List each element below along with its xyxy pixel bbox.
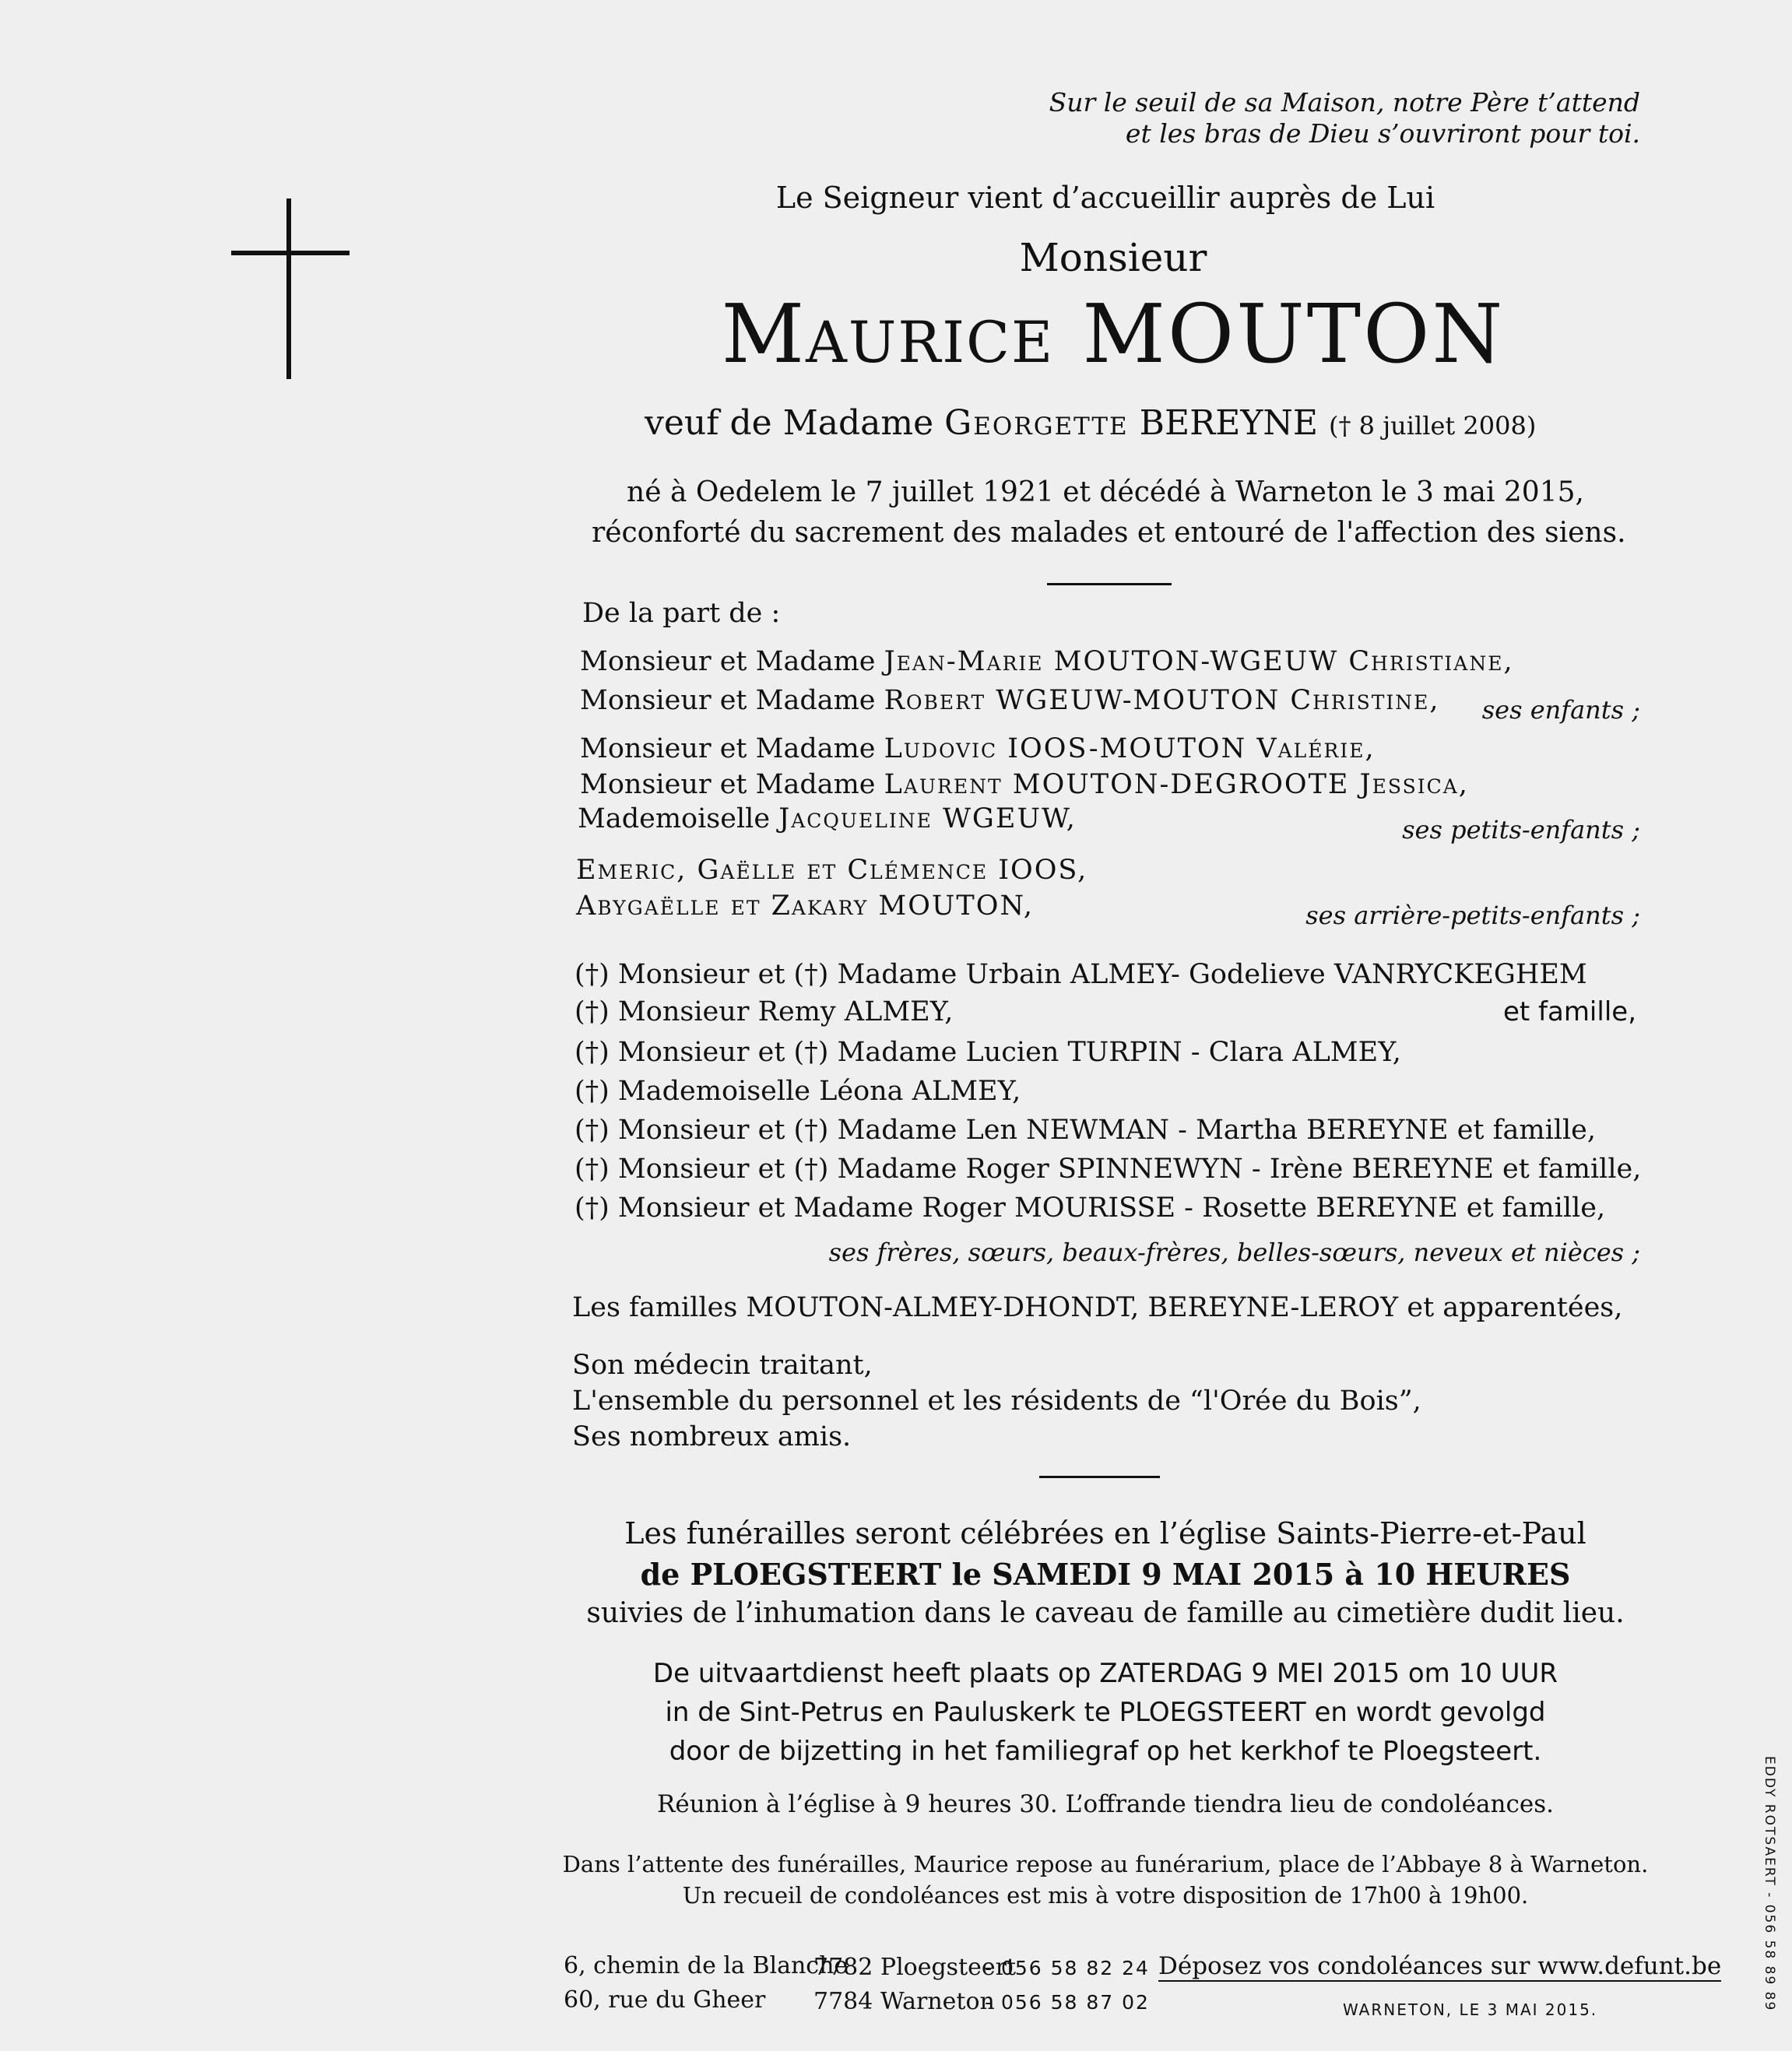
sibling-entry: (†) Monsieur et (†) Madame Lucien TURPIN - Clara ALMEY, xyxy=(574,1037,1401,1068)
intro-text: Le Seigneur vient d’accueillir auprès de Lui xyxy=(775,181,1435,215)
widower-first-name: Georgette xyxy=(944,403,1129,443)
children-label: ses enfants ; xyxy=(1481,695,1640,725)
funerarium-line-1: Dans l’attente des funérailles, Maurice repose au funérarium, place de l’Abbaye 8 à Warneton. xyxy=(562,1851,1649,1877)
motto-line-1: Sur le seuil de sa Maison, notre Père t’attend xyxy=(1049,87,1640,118)
grandchild-entry: Mademoiselle Jacqueline WGEUW, xyxy=(578,803,1077,834)
extended-family: Les familles MOUTON-ALMEY-DHONDT, BEREYNE-LEROY et apparentées, xyxy=(572,1292,1623,1323)
staff-line: L'ensemble du personnel et les résidents de “l'Orée du Bois”, xyxy=(572,1385,1421,1417)
friends-line: Ses nombreux amis. xyxy=(572,1421,852,1452)
address-street: 6, chemin de la Blanche xyxy=(564,1952,849,1979)
siblings-and-family: et famille, xyxy=(1502,996,1636,1027)
grandchildren-label: ses petits-enfants ; xyxy=(1402,815,1640,845)
sibling-entry: (†) Monsieur et (†) Madame Roger SPINNEWYN - Irène BEREYNE et famille, xyxy=(574,1154,1642,1185)
salutation: Monsieur xyxy=(1019,235,1207,280)
address-city: 7782 Ploegsteert xyxy=(813,1954,1017,1981)
great-grandchild-entry: Emeric, Gaëlle et Clémence IOOS, xyxy=(576,855,1088,886)
date-place: WARNETON, LE 3 MAI 2015. xyxy=(1343,2000,1598,2019)
funeral-nl-line-1: De uitvaartdienst heeft plaats op ZATERDAG 9 MEI 2015 om 10 UUR xyxy=(652,1658,1558,1689)
condolences-link[interactable]: Déposez vos condoléances sur www.defunt.be xyxy=(1158,1952,1722,1980)
funeral-nl-line-2: in de Sint-Petrus en Pauluskerk te PLOEGSTEERT en wordt gevolgd xyxy=(665,1697,1546,1728)
widower-prefix: veuf de Madame xyxy=(645,403,934,443)
sibling-entry: (†) Monsieur et Madame Roger MOURISSE - Rosette BEREYNE et famille, xyxy=(574,1192,1606,1224)
child-entry: Monsieur et Madame Robert WGEUW-MOUTON Christine, xyxy=(580,685,1440,716)
grandchild-entry: Monsieur et Madame Laurent MOUTON-DEGROOTE Jessica, xyxy=(580,769,1469,800)
address-phone: - 056 58 87 02 xyxy=(985,1991,1150,2014)
meeting-line: Réunion à l’église à 9 heures 30. L’offrande tiendra lieu de condoléances. xyxy=(657,1790,1554,1818)
address-city: 7784 Warneton xyxy=(813,1988,995,2015)
sibling-entry: (†) Monsieur Remy ALMEY, xyxy=(574,996,954,1027)
motto-line-2: et les bras de Dieu s’ouvriront pour toi. xyxy=(1125,118,1640,149)
birth-death-line-1: né à Oedelem le 7 juillet 1921 et décédé à Warneton le 3 mai 2015, xyxy=(627,476,1584,508)
widower-last-name: BEREYNE xyxy=(1139,403,1319,443)
sibling-entry: (†) Mademoiselle Léona ALMEY, xyxy=(574,1076,1021,1107)
printer-credit: EDDY ROTSAERT - 056 58 89 89 xyxy=(1762,1756,1777,2012)
sibling-entry: (†) Monsieur et (†) Madame Len NEWMAN - Martha BEREYNE et famille, xyxy=(574,1115,1597,1146)
sibling-entry: (†) Monsieur et (†) Madame Urbain ALMEY- Godelieve VANRYCKEGHEM xyxy=(574,959,1587,990)
from-label: De la part de : xyxy=(582,598,781,629)
widower-line xyxy=(645,403,1536,443)
funeral-fr-line-3: suivies de l’inhumation dans le caveau de famille au cimetière dudit lieu. xyxy=(586,1597,1625,1629)
funerarium-line-2: Un recueil de condoléances est mis à votre disposition de 17h00 à 19h00. xyxy=(682,1882,1529,1909)
funeral-fr-line-2: de PLOEGSTEERT le SAMEDI 9 MAI 2015 à 10 HEURES xyxy=(640,1557,1571,1592)
birth-death-line-2: réconforté du sacrement des malades et entouré de l'affection des siens. xyxy=(592,517,1626,549)
deceased-first-name: Maurice xyxy=(721,286,1055,381)
address-phone: - 056 58 82 24 xyxy=(985,1957,1150,1979)
great-grandchild-entry: Abygaëlle et Zakary MOUTON, xyxy=(576,890,1034,922)
widower-death-note: († 8 juillet 2008) xyxy=(1329,411,1537,441)
deceased-last-name: MOUTON xyxy=(1082,286,1506,381)
great-grandchildren-label: ses arrière-petits-enfants ; xyxy=(1305,901,1640,930)
address-street: 60, rue du Gheer xyxy=(564,1986,766,2014)
deceased-name xyxy=(607,286,1619,381)
grandchild-entry: Monsieur et Madame Ludovic IOOS-MOUTON Valérie, xyxy=(580,733,1376,764)
divider xyxy=(1047,583,1172,585)
siblings-label: ses frères, sœurs, beaux-frères, belles-sœurs, neveux et nièces ; xyxy=(828,1238,1640,1267)
divider xyxy=(1039,1476,1160,1478)
child-entry: Monsieur et Madame Jean-Marie MOUTON-WGEUW Christiane, xyxy=(580,646,1514,677)
funeral-nl-line-3: door de bijzetting in het familiegraf op het kerkhof te Ploegsteert. xyxy=(669,1736,1542,1767)
doctor-line: Son médecin traitant, xyxy=(572,1350,873,1381)
funeral-fr-line-1: Les funérailles seront célébrées en l’église Saints-Pierre-et-Paul xyxy=(624,1516,1586,1551)
